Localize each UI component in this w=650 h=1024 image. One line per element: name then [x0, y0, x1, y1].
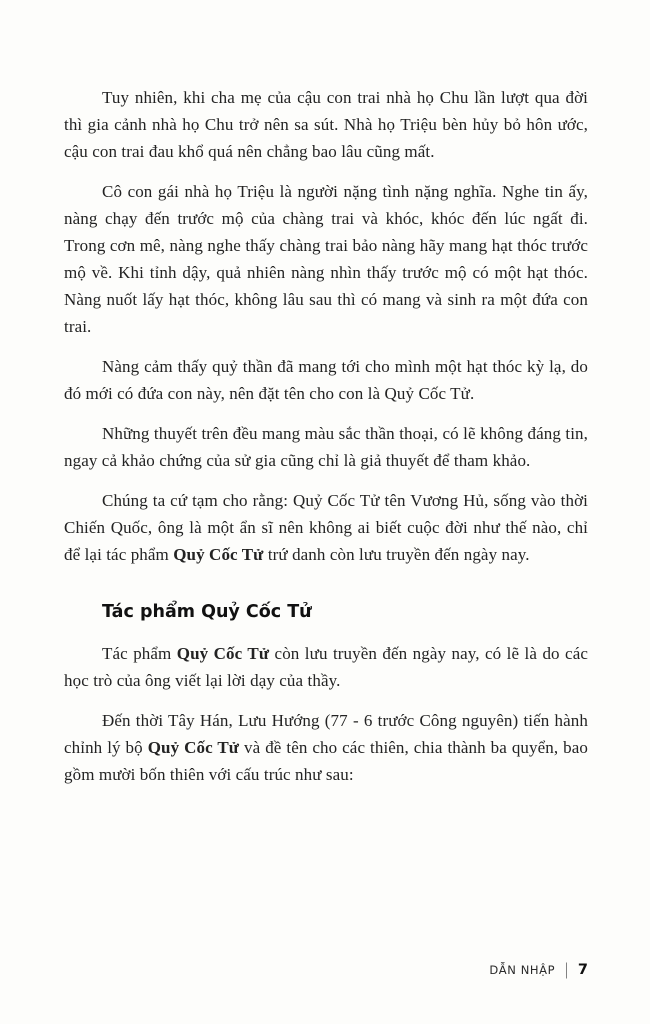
text-run: Tuy nhiên, khi cha mẹ của cậu con trai nhà họ Chu lần lượt qua đời thì gia cảnh nhà họ Chu trở nên sa sút. Nhà họ Triệu bèn hủy bỏ hôn ước, cậu con trai đau khổ quá nên chẳng bao lâu cũng mất.: [64, 88, 588, 161]
footer-separator: |: [564, 960, 569, 980]
section-heading: Tác phẩm Quỷ Cốc Tử: [102, 602, 312, 622]
footer-page-number: 7: [577, 962, 588, 978]
paragraph: [64, 353, 588, 407]
paragraph: [64, 640, 588, 694]
text-run: Cô con gái nhà họ Triệu là người nặng tình nặng nghĩa. Nghe tin ấy, nàng chạy đến trước mộ của chàng trai và khóc, khóc đến lúc ngất đi. Trong cơn mê, nàng nghe thấy chàng trai bảo nàng hãy mang hạt thóc trước mộ về. Khi tỉnh dậy, quả nhiên nàng nhìn thấy trước mộ có một hạt thóc. Nàng nuốt lấy hạt thóc, không lâu sau thì có mang và sinh ra một đứa con trai.: [64, 182, 588, 336]
text-run: Tác phẩm: [102, 644, 177, 663]
text-run: Nàng cảm thấy quỷ thần đã mang tới cho mình một hạt thóc kỳ lạ, do đó mới có đứa con này, nên đặt tên cho con là Quỷ Cốc Tử.: [64, 357, 588, 403]
footer-section-label: DẪN NHẬP: [489, 963, 556, 977]
text-run: Chúng ta cứ tạm cho rằng: Quỷ Cốc Tử tên Vương Hủ, sống vào thời Chiến Quốc, ông là một ẩn sĩ nên không ai biết cuộc đời như thế nào, chỉ để lại tác phẩm: [64, 491, 588, 564]
paragraph: [64, 420, 588, 474]
paragraph: [64, 178, 588, 340]
paragraph: [64, 707, 588, 788]
bold-text-run: Quỷ Cốc Tử: [176, 644, 270, 663]
text-run: Đến thời Tây Hán, Lưu Hướng (77 - 6 trước Công nguyên) tiến hành chỉnh lý bộ: [64, 711, 588, 757]
page-footer: [489, 962, 588, 978]
text-run: còn lưu truyền đến ngày nay, có lẽ là do các học trò của ông viết lại lời dạy của thầy.: [64, 644, 588, 690]
paragraph: [64, 487, 588, 568]
intro-paragraphs: [64, 84, 588, 568]
bold-text-run: Quỷ Cốc Tử: [173, 545, 264, 564]
text-run: Những thuyết trên đều mang màu sắc thần thoại, có lẽ không đáng tin, ngay cả khảo chứng của sử gia cũng chỉ là giả thuyết để tham khảo.: [64, 424, 588, 470]
paragraph: [64, 84, 588, 165]
text-run: trứ danh còn lưu truyền đến ngày nay.: [263, 545, 530, 564]
text-run: và đề tên cho các thiên, chia thành ba quyển, bao gồm mười bốn thiên với cấu trúc như sau:: [64, 738, 588, 784]
section-paragraphs: [64, 640, 588, 788]
bold-text-run: Quỷ Cốc Tử: [147, 738, 240, 757]
